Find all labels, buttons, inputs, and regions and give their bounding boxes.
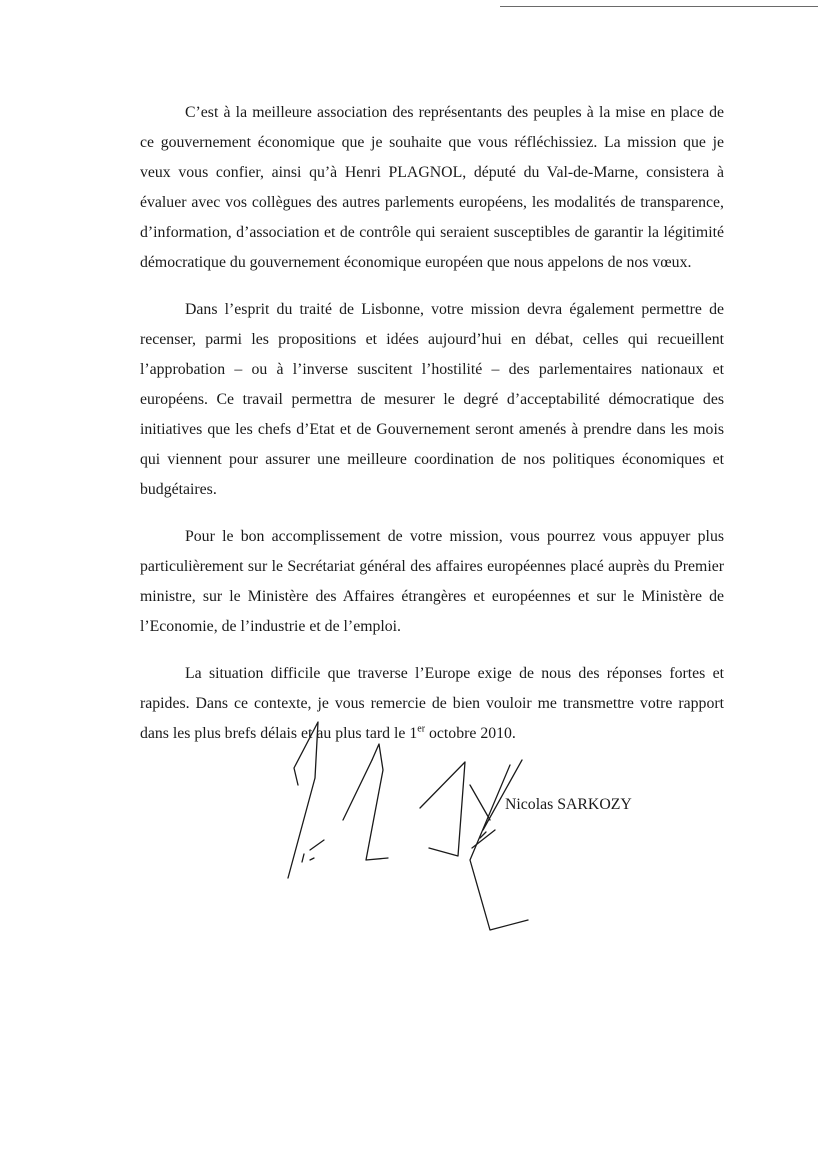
top-rule	[500, 6, 818, 7]
paragraph-2: Dans l’esprit du traité de Lisbonne, votre mission devra également permettre de recenser, parmi les propositions et idées aujourd’hui en débat, celles qui recueillent l’approbation – ou à l’inverse suscitent l’hostilité – des parlementaires nationaux et européens. Ce travail permettra de mesurer le degré d’acceptabilité démocratique des initiatives que les chefs d’Etat et de Gouvernement seront amenés à prendre dans les mois qui viennent pour assurer une meilleure coordination de nos politiques économiques et budgétaires.	[140, 301, 724, 498]
paragraph-4-suffix: octobre 2010.	[425, 725, 516, 742]
paragraph-1: C’est à la meilleure association des représentants des peuples à la mise en place de ce gouvernement économique que je souhaite que vous réfléchissiez. La mission que je veux vous confier, ainsi qu’à Henri PLAGNOL, député du Val-de-Marne, consistera à évaluer avec vos collègues des autres parlements européens, les modalités de transparence, d’information, d’association et de contrôle qui seraient susceptibles de garantir la légitimité démocratique du gouvernement économique européen que nous appelons de nos vœux.	[140, 104, 724, 271]
handwritten-signature	[280, 720, 550, 940]
signatory-name: Nicolas SARKOZY	[505, 796, 632, 813]
ordinal-superscript: er	[417, 723, 426, 735]
paragraph-3: Pour le bon accomplissement de votre mission, vous pourrez vous appuyer plus particulièrement sur le Secrétariat général des affaires européennes placé auprès du Premier ministre, sur le Ministère des Affaires étrangères et européennes et sur le Ministère de l’Economie, de l’industrie et de l’emploi.	[140, 528, 724, 635]
signature-block	[280, 720, 700, 940]
paragraph-4-text: La situation difficile que traverse l’Europe exige de nous des réponses fortes et rapides. Dans ce contexte, je vous remercie de bien vouloir me transmettre votre rapport dans les plus brefs délais et au plus tard le 1	[140, 665, 724, 742]
letter-body	[140, 98, 724, 766]
